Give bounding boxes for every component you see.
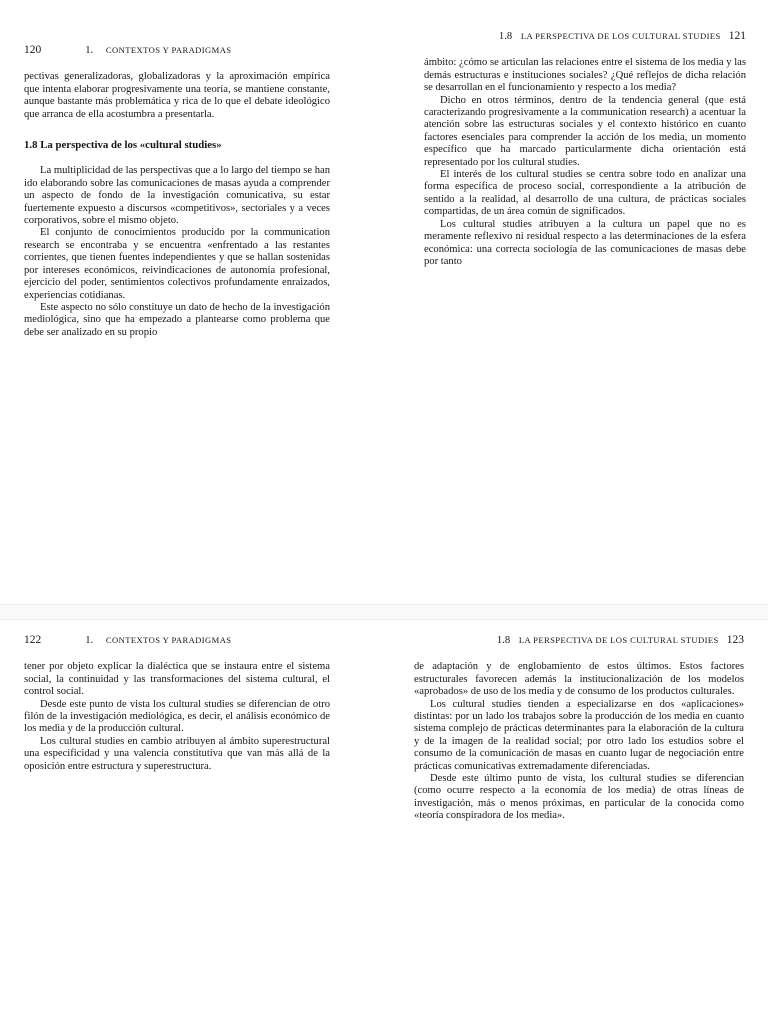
page-number: 120 (24, 44, 42, 56)
paragraph: de adaptación y de englobamiento de estos últimos. Estos factores estructurales favorecen además la institucionalización de los modelos «aprobados» de uso de los media y de consumo de los productos culturales. (414, 661, 744, 698)
paragraph: Los cultural studies tienden a especializarse en dos «aplicaciones» distintas: por un lado los trabajos sobre la producción de los media en cuanto sistema complejo de prácticas determinantes para la elaboración de la cultura y de la imagen de la realidad social; por otro lado los estudios sobre el consumo de la comunicación de masas en cuanto lugar de negociación entre prácticas comunicativas extremadamente diferenciadas. (414, 698, 744, 772)
page-121 (424, 30, 746, 604)
paragraph: Desde este punto de vista los cultural studies se diferencian de otro filón de la investigación mediológica, es decir, el análisis económico de los media y de la producción cultural. (24, 698, 330, 735)
page-123 (414, 634, 744, 1024)
chapter-number: 1. (85, 45, 94, 56)
chapter-number: 1.8 (496, 635, 511, 646)
paragraph: Dicho en otros términos, dentro de la tendencia general (que está caracterizando progresivamente a la communication research) a acentuar la atención sobre las estructuras sociales y el contexto histórico en cuanto factores esenciales para comprender la acción de los media, un momento específico que ha marcado particularmente dicha orientación está representado por los cultural studies. (424, 94, 746, 168)
page-header (424, 30, 746, 43)
page-122 (24, 634, 330, 1024)
page-header (414, 634, 744, 647)
page-number: 123 (726, 634, 744, 646)
page-120 (24, 44, 330, 597)
paragraph: tener por objeto explicar la dialéctica que se instaura entre el sistema social, la continuidad y las transformaciones del sistema cultural, el control social. (24, 661, 330, 698)
paragraph: Los cultural studies en cambio atribuyen al ámbito superestructural una especificidad y una valencia constitutiva que van más allá de la oposición entre estructura y superestructura. (24, 735, 330, 772)
paragraph: Este aspecto no sólo constituye un dato de hecho de la investigación mediológica, sino que ha empezado a plantearse como problema que debe ser analizado en su propio (24, 301, 330, 338)
paragraph: El conjunto de conocimientos producido por la communication research se encontraba y se encuentra «enfrentado a las restantes corrientes, que tienen fuentes independientes y que se hallan sostenidas por intereses económicos, reivindicaciones de autonomía profesional, ejercicio del poder, sentimientos colectivos profundamente enraizados, experiencias cotidianas. (24, 227, 330, 301)
running-title: LA PERSPECTIVA DE LOS CULTURAL STUDIES (520, 31, 721, 41)
chapter-number: 1. (85, 635, 94, 646)
running-title: CONTEXTOS Y PARADIGMAS (105, 45, 232, 55)
paragraph: ámbito: ¿cómo se articulan las relaciones entre el sistema de los media y las demás estructuras e instituciones sociales? ¿Qué reflejos de dicha relación se desarrollan en el funcionamiento y respecto a los media? (424, 57, 746, 94)
running-title: LA PERSPECTIVA DE LOS CULTURAL STUDIES (518, 635, 719, 645)
page-header (24, 44, 330, 57)
paragraph: El interés de los cultural studies se centra sobre todo en analizar una forma específica de proceso social, correspondiente a la atribución de sentido a la realidad, al desarrollo de una cultura, de prácticas sociales compartidas, de un área común de significados. (424, 169, 746, 218)
page-number: 121 (728, 30, 746, 42)
paragraph: Los cultural studies atribuyen a la cultura un papel que no es meramente reflexivo ni residual respecto a las determinaciones de la esfera económica: una correcta sociología de las comunicaciones de masas debe por tanto (424, 218, 746, 267)
page-separator (0, 604, 768, 620)
chapter-number: 1.8 (498, 31, 513, 42)
paragraph: La multiplicidad de las perspectivas que a lo largo del tiempo se han ido elaborando sobre las comunicaciones de masas ayuda a comprender un aspecto de fondo de la investigación comunicativa, su estar fuertemente expuesto a discursos «competitivos», sectoriales y a veces corporativos, sobre el mismo objeto. (24, 165, 330, 227)
paragraph: Desde este último punto de vista, los cultural studies se diferencian (como ocurre respecto a la economía de los media) de otras líneas de investigación, más o menos próximas, en particular de la conocida como «teoría conspiradora de los media». (414, 773, 744, 822)
running-title: CONTEXTOS Y PARADIGMAS (105, 635, 232, 645)
page-number: 122 (24, 634, 42, 646)
page-header (24, 634, 330, 647)
section-heading: 1.8 La perspectiva de los «cultural studies» (24, 139, 222, 152)
paragraph: pectivas generalizadoras, globalizadoras y la aproximación empírica que intenta elaborar progresivamente una teoría, se mantiene constante, aunque bastante más problemática y rica de lo que el debate ideológico que arranca de ella acostumbra a presentarla. (24, 71, 330, 120)
